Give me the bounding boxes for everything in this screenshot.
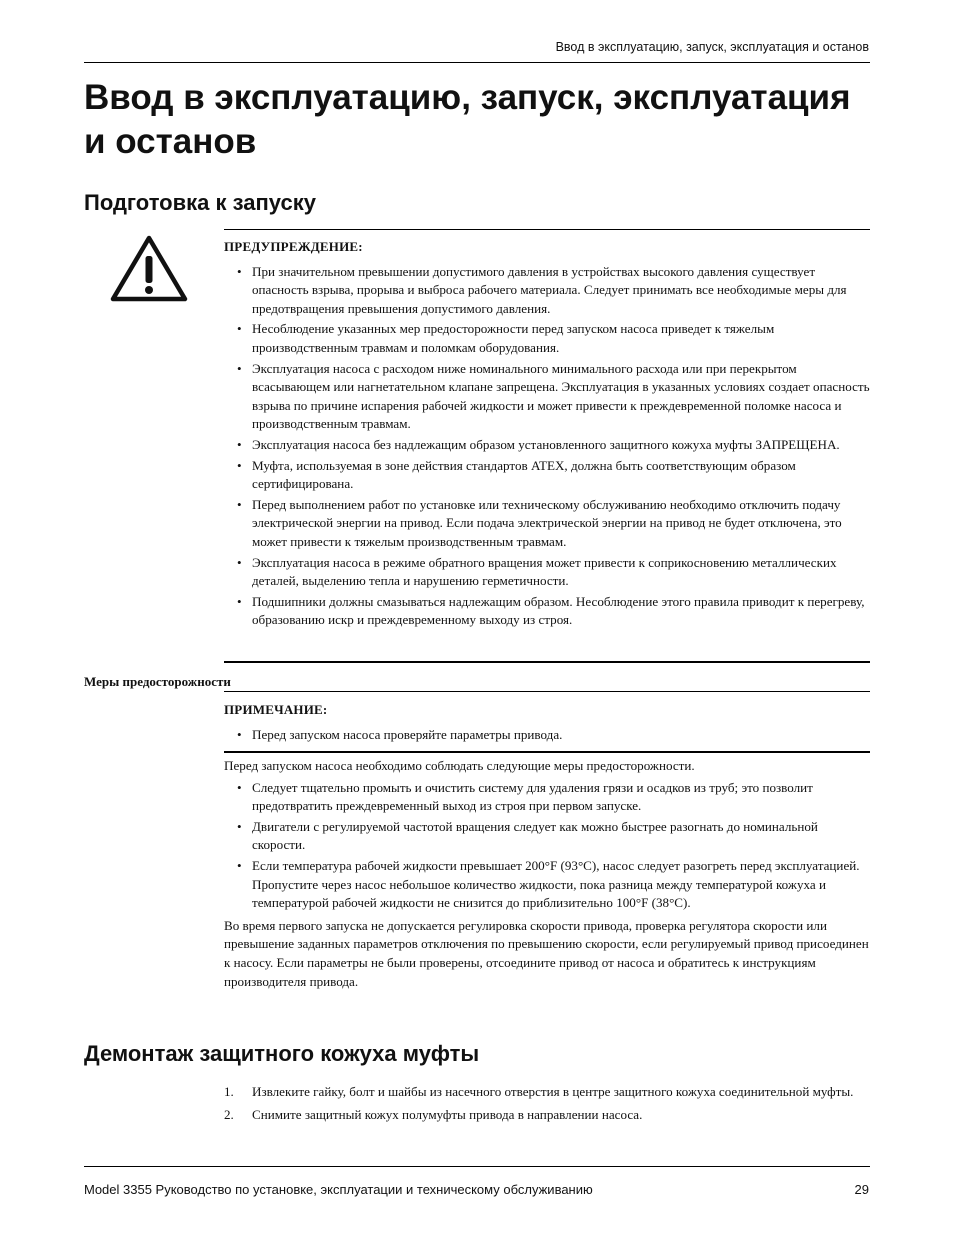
page-title: Ввод в эксплуатацию, запуск, эксплуатация и останов xyxy=(84,78,851,161)
precautions-intro: Перед запуском насоса необходимо соблюдать следующие меры предосторожности. xyxy=(224,758,695,773)
step-number: 1. xyxy=(224,1084,234,1099)
precautions-closing: Во время первого запуска не допускается регулировка скорости привода, проверка регулятора скорости или превышение заданных параметров отключения по превышению скорости, если регулируемый привод присоединен к насосу. Если параметры не были проверены, отсоедините привод от насоса и обратитесь к инструкциям производителя привода. xyxy=(224,917,869,989)
running-header: Ввод в эксплуатацию, запуск, эксплуатация и останов xyxy=(555,40,869,54)
footer-rule xyxy=(84,1166,870,1167)
precautions-block xyxy=(224,757,872,991)
note-label: ПРИМЕЧАНИЕ: xyxy=(224,702,328,717)
step-item xyxy=(224,1083,872,1102)
warning-item: • Несоблюдение указанных мер предосторожности перед запуском насоса приведет к тяжелым производственным травмам и поломкам оборудования. xyxy=(224,320,872,357)
precautions-subheading: Меры предосторожности xyxy=(84,674,231,689)
note-list xyxy=(224,726,872,745)
step-text: Снимите защитный кожух полумуфты привода в направлении насоса. xyxy=(252,1106,643,1122)
warning-bottom-rule xyxy=(224,661,870,663)
note-item: • Перед запуском насоса проверяйте параметры привода. xyxy=(224,726,872,745)
guard-removal-steps xyxy=(224,1083,872,1128)
warning-list xyxy=(224,263,872,630)
precaution-item: • Если температура рабочей жидкости превышает 200°F (93°C), насос следует разогреть перед эксплуатацией. Пропустите через насос небольшое количество жидкости, пока разница между температурой кожуха и температурой рабочей жидкости не снизится до приблизительно 100°F (38°C). xyxy=(224,857,872,913)
warning-label: ПРЕДУПРЕЖДЕНИЕ: xyxy=(224,239,363,254)
section-heading-preparation: Подготовка к запуску xyxy=(84,190,316,215)
header-rule xyxy=(84,62,870,63)
warning-top-rule xyxy=(224,229,870,230)
precaution-item: • Следует тщательно промыть и очистить систему для удаления грязи и осадков из труб; это позволит предотвратить преждевременный выход из строя при первом запуске. xyxy=(224,779,872,816)
note-top-rule xyxy=(224,691,870,692)
warning-item: • Эксплуатация насоса в режиме обратного вращения может привести к соприкосновению металлических деталей, выделению тепла и нарушению герметичности. xyxy=(224,554,872,591)
step-item xyxy=(224,1106,872,1125)
warning-item: • Муфта, используемая в зоне действия стандартов ATEX, должна быть соответствующим образом сертифицирована. xyxy=(224,457,872,494)
steps-list xyxy=(224,1083,872,1124)
warning-item: • Эксплуатация насоса с расходом ниже номинального минимального расхода или при перекрытом всасывающем или нагнетательном клапане запрещена. Эксплуатация в указанных условиях создает опасность взрыва по причине испарения рабочей жидкости и может привести к преждевременной поломке насоса и производственным травмам. xyxy=(224,360,872,434)
step-text: Извлеките гайку, болт и шайбы из насечного отверстия в центре защитного кожуха соединительной муфты. xyxy=(252,1084,854,1099)
note-block xyxy=(224,701,872,746)
precaution-item: • Двигатели с регулируемой частотой вращения следует как можно быстрее разогнать до номинальной скорости. xyxy=(224,818,872,855)
warning-item: • Подшипники должны смазываться надлежащим образом. Несоблюдение этого правила приводит к перегреву, образованию искр и преждевременному выходу из строя. xyxy=(224,593,872,630)
section-heading-guard-removal: Демонтаж защитного кожуха муфты xyxy=(84,1041,480,1066)
precautions-list xyxy=(224,779,872,913)
warning-item: • Эксплуатация насоса без надлежащим образом установленного защитного кожуха муфты ЗАПРЕЩЕНА. xyxy=(224,436,872,455)
warning-block xyxy=(224,238,872,632)
note-bottom-rule xyxy=(224,751,870,753)
warning-item: • При значительном превышении допустимого давления в устройствах высокого давления существует опасность взрыва, прорыва и выброса рабочего материала. Следует принимать все необходимые меры для предотвращения превышения допустимого давления. xyxy=(224,263,872,319)
step-number: 2. xyxy=(224,1106,234,1122)
page-number: 29 xyxy=(854,1182,869,1197)
warning-item: • Перед выполнением работ по установке или техническому обслуживанию необходимо отключить подачу электрической энергии на привод. Если подача электрической энергии на привод не будет отключена, это может привести к тяжелым производственным травмам. xyxy=(224,496,872,552)
warning-triangle-icon xyxy=(110,234,188,302)
footer-document-title: Model 3355 Руководство по установке, эксплуатации и техническому обслуживанию xyxy=(84,1182,593,1197)
